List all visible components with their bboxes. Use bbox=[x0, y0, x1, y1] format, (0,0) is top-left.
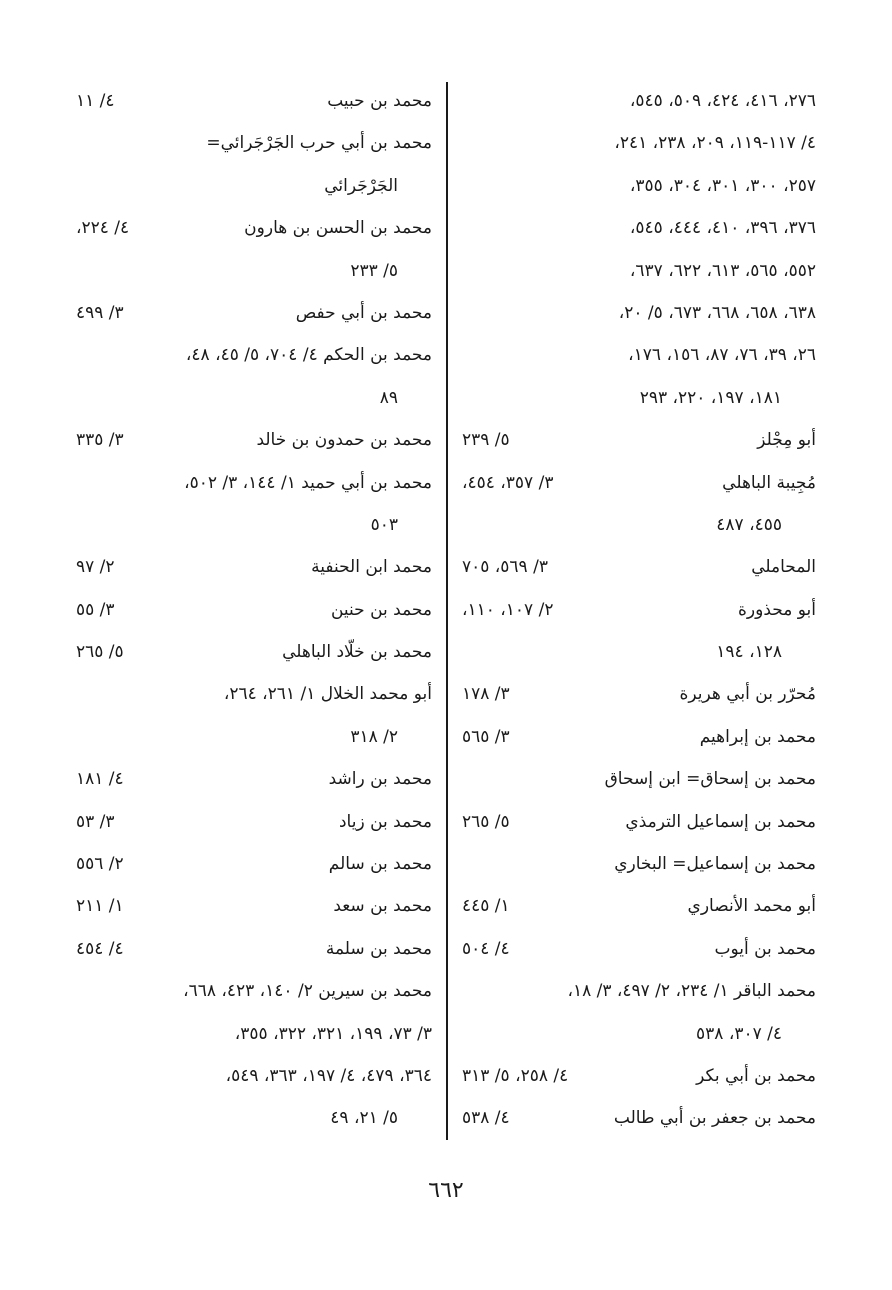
index-entry-continuation bbox=[462, 207, 816, 249]
entry-page-refs: ٥/ ٢٦٥ bbox=[462, 811, 510, 832]
index-entry bbox=[462, 716, 816, 758]
index-entry bbox=[76, 631, 432, 673]
entry-page-refs: ٤/ ٢٥٨، ٥/ ٣١٣ bbox=[462, 1065, 569, 1086]
entry-page-refs: ٣/ ٥٦٩، ٧٠٥ bbox=[462, 557, 548, 578]
entry-page-refs: ١/ ٢١١ bbox=[76, 896, 124, 917]
entry-page-refs: ٥/ ٢٣٩ bbox=[462, 430, 510, 451]
entry-text: ٤/ ٣٠٧، ٥٣٨ bbox=[696, 1023, 782, 1044]
entry-page-refs: ٤/ ٥٠٤ bbox=[462, 938, 510, 959]
entry-text: محمد بن أبي حرب الجَرْجَرائي= bbox=[206, 133, 432, 154]
index-entry-continuation bbox=[462, 970, 816, 1012]
entry-name: محمد بن سلمة bbox=[325, 938, 432, 959]
entry-text: ٥٠٣ bbox=[370, 514, 398, 535]
entry-page-refs: ٤/ ١١ bbox=[76, 91, 115, 111]
entry-text: ١٢٨، ١٩٤ bbox=[716, 642, 782, 663]
index-entry bbox=[76, 758, 432, 800]
index-entry-continuation bbox=[76, 1097, 432, 1139]
index-entry bbox=[462, 546, 816, 588]
index-entry bbox=[462, 928, 816, 970]
index-entry bbox=[462, 758, 816, 800]
entry-text: ٨٩ bbox=[379, 387, 398, 408]
entry-text: الجَرْجَرائي bbox=[324, 175, 398, 196]
entry-page-refs: ٣/ ٤٩٩ bbox=[76, 302, 124, 323]
index-entry bbox=[76, 546, 432, 588]
index-entry bbox=[462, 673, 816, 715]
entry-page-refs: ٢/ ١٠٧، ١١٠، bbox=[462, 599, 554, 620]
index-entry-continuation bbox=[462, 80, 816, 122]
entry-text: ٣٧٦، ٣٩٦، ٤١٠، ٤٤٤، ٥٤٥، bbox=[629, 218, 816, 239]
index-entry-continuation bbox=[76, 504, 432, 546]
entry-page-refs: ٥/ ٢٦٥ bbox=[76, 642, 124, 663]
entry-text: محمد الباقر ١/ ٢٣٤، ٢/ ٤٩٧، ٣/ ١٨، bbox=[567, 981, 816, 1002]
entry-text: أبو محمد الخلال ١/ ٢٦١، ٢٦٤، bbox=[223, 684, 432, 705]
entry-name: المحاملي bbox=[751, 557, 816, 578]
entry-page-refs: ٤/ ١٨١ bbox=[76, 769, 124, 790]
index-entry-continuation bbox=[76, 970, 432, 1012]
entry-text: محمد بن سيرين ٢/ ١٤٠، ٤٢٣، ٦٦٨، bbox=[183, 981, 432, 1002]
entry-text: ٢/ ٣١٨ bbox=[350, 726, 398, 747]
entry-text: محمد بن أبي حميد ١/ ١٤٤، ٣/ ٥٠٢، bbox=[184, 472, 432, 493]
index-entry-continuation bbox=[462, 631, 816, 673]
entry-name: محمد بن خلّاد الباهلي bbox=[282, 642, 432, 663]
entry-name: محمد بن إبراهيم bbox=[699, 726, 816, 747]
index-column-right bbox=[462, 80, 816, 1140]
index-column-left bbox=[76, 80, 432, 1140]
entry-page-refs: ٣/ ٥٦٥ bbox=[462, 726, 510, 747]
index-entry-continuation bbox=[462, 504, 816, 546]
entry-page-refs: ٢/ ٩٧ bbox=[76, 557, 115, 578]
entry-page-refs: ٢/ ٥٥٦ bbox=[76, 854, 124, 875]
entry-page-refs: ٣/ ٥٥ bbox=[76, 599, 115, 620]
index-entry-continuation bbox=[76, 462, 432, 504]
index-entry bbox=[462, 843, 816, 885]
index-entry bbox=[76, 292, 432, 334]
index-entry bbox=[76, 419, 432, 461]
index-entry bbox=[462, 1097, 816, 1139]
entry-name: أبو محمد الأنصاري bbox=[687, 896, 816, 917]
index-entry-continuation bbox=[76, 122, 432, 164]
entry-name: محمد بن أيوب bbox=[714, 938, 816, 959]
entry-text: ٦٣٨، ٦٥٨، ٦٦٨، ٦٧٣، ٥/ ٢٠، bbox=[618, 302, 816, 323]
entry-text: ٣٦٤، ٤٧٩، ٤/ ١٩٧، ٣٦٣، ٥٤٩، bbox=[225, 1065, 432, 1086]
index-entry-continuation bbox=[76, 1055, 432, 1097]
entry-text: ٤/ ١١٧-١١٩، ٢٠٩، ٢٣٨، ٢٤١، bbox=[614, 133, 816, 154]
entry-page-refs: ٤/ ٥٣٨ bbox=[462, 1108, 510, 1129]
entry-name: أبو محذورة bbox=[738, 599, 816, 620]
entry-page-refs: ٣/ ١٧٨ bbox=[462, 684, 510, 705]
index-entry-continuation bbox=[462, 250, 816, 292]
index-entry-continuation bbox=[462, 1013, 816, 1055]
entry-text: ٥/ ٢١، ٤٩ bbox=[330, 1108, 398, 1129]
index-entry bbox=[76, 928, 432, 970]
index-entry-continuation bbox=[76, 716, 432, 758]
entry-text: ٢٦، ٣٩، ٧٦، ٨٧، ١٥٦، ١٧٦، bbox=[628, 345, 816, 366]
index-entry bbox=[462, 885, 816, 927]
index-entry-continuation bbox=[462, 122, 816, 164]
entry-name: محمد بن سالم bbox=[328, 854, 432, 875]
entry-name: محمد ابن الحنفية bbox=[311, 557, 432, 578]
index-entry bbox=[76, 207, 432, 249]
index-entry bbox=[76, 843, 432, 885]
index-entry bbox=[462, 1055, 816, 1097]
entry-name: محمد بن سعد bbox=[333, 896, 432, 917]
entry-name: محمد بن راشد bbox=[328, 769, 432, 790]
entry-name: محمد بن حبيب bbox=[327, 91, 432, 111]
entry-page-refs: ١/ ٤٤٥ bbox=[462, 896, 510, 917]
entry-name: محمد بن أبي بكر bbox=[696, 1065, 816, 1086]
index-entry bbox=[76, 885, 432, 927]
entry-name: محمد بن جعفر بن أبي طالب bbox=[613, 1108, 816, 1129]
index-entry-continuation bbox=[462, 165, 816, 207]
entry-page-refs: ٣/ ٣٥٧، ٤٥٤، bbox=[462, 472, 554, 493]
entry-name: محمد بن حمدون بن خالد bbox=[256, 430, 432, 451]
index-entry-continuation bbox=[462, 377, 816, 419]
index-entry-continuation bbox=[76, 673, 432, 715]
index-entry bbox=[462, 801, 816, 843]
index-entry-continuation bbox=[76, 334, 432, 376]
entry-text: ٥/ ٢٣٣ bbox=[350, 260, 398, 281]
entry-text: ٢٥٧، ٣٠٠، ٣٠١، ٣٠٤، ٣٥٥، bbox=[629, 175, 816, 196]
entry-name: محمد بن إسحاق= ابن إسحاق bbox=[604, 769, 816, 790]
entry-name: محمد بن حنين bbox=[330, 599, 432, 620]
index-entry bbox=[462, 462, 816, 504]
index-entry-continuation bbox=[76, 165, 432, 207]
index-entry-continuation bbox=[462, 334, 816, 376]
entry-name: محمد بن إسماعيل= البخاري bbox=[614, 854, 816, 875]
index-entry bbox=[462, 589, 816, 631]
index-entry-continuation bbox=[462, 292, 816, 334]
entry-page-refs: ٤/ ٤٥٤ bbox=[76, 938, 124, 959]
entry-text: ٤٥٥، ٤٨٧ bbox=[716, 514, 782, 535]
index-entry bbox=[462, 419, 816, 461]
entry-name: أبو مِجْلز bbox=[757, 430, 816, 451]
entry-text: محمد بن الحكم ٤/ ٧٠٤، ٥/ ٤٥، ٤٨، bbox=[185, 345, 432, 366]
entry-name: مُحرّر بن أبي هريرة bbox=[679, 684, 816, 705]
entry-name: محمد بن إسماعيل الترمذي bbox=[625, 811, 816, 832]
entry-page-refs: ٣/ ٣٣٥ bbox=[76, 430, 124, 451]
index-entry bbox=[76, 801, 432, 843]
entry-text: ٣/ ٧٣، ١٩٩، ٣٢١، ٣٢٢، ٣٥٥، bbox=[234, 1023, 432, 1044]
entry-name: محمد بن الحسن بن هارون bbox=[244, 218, 432, 239]
entry-text: ٢٧٦، ٤١٦، ٤٢٤، ٥٠٩، ٥٤٥، bbox=[629, 91, 816, 111]
column-divider bbox=[446, 82, 448, 1140]
index-entry bbox=[76, 80, 432, 122]
page-number: ٦٦٢ bbox=[428, 1178, 464, 1203]
entry-text: ١٨١، ١٩٧، ٢٢٠، ٢٩٣ bbox=[639, 387, 782, 408]
entry-page-refs: ٤/ ٢٢٤، bbox=[76, 218, 130, 239]
entry-page-refs: ٣/ ٥٣ bbox=[76, 811, 115, 832]
entry-name: محمد بن زياد bbox=[338, 811, 432, 832]
entry-name: محمد بن أبي حفص bbox=[295, 302, 432, 323]
index-entry-continuation bbox=[76, 250, 432, 292]
index-entry bbox=[76, 589, 432, 631]
index-entry-continuation bbox=[76, 377, 432, 419]
entry-name: مُجِيبة الباهلي bbox=[722, 472, 816, 493]
index-entry-continuation bbox=[76, 1013, 432, 1055]
entry-text: ٥٥٢، ٥٦٥، ٦١٣، ٦٢٢، ٦٣٧، bbox=[629, 260, 816, 281]
